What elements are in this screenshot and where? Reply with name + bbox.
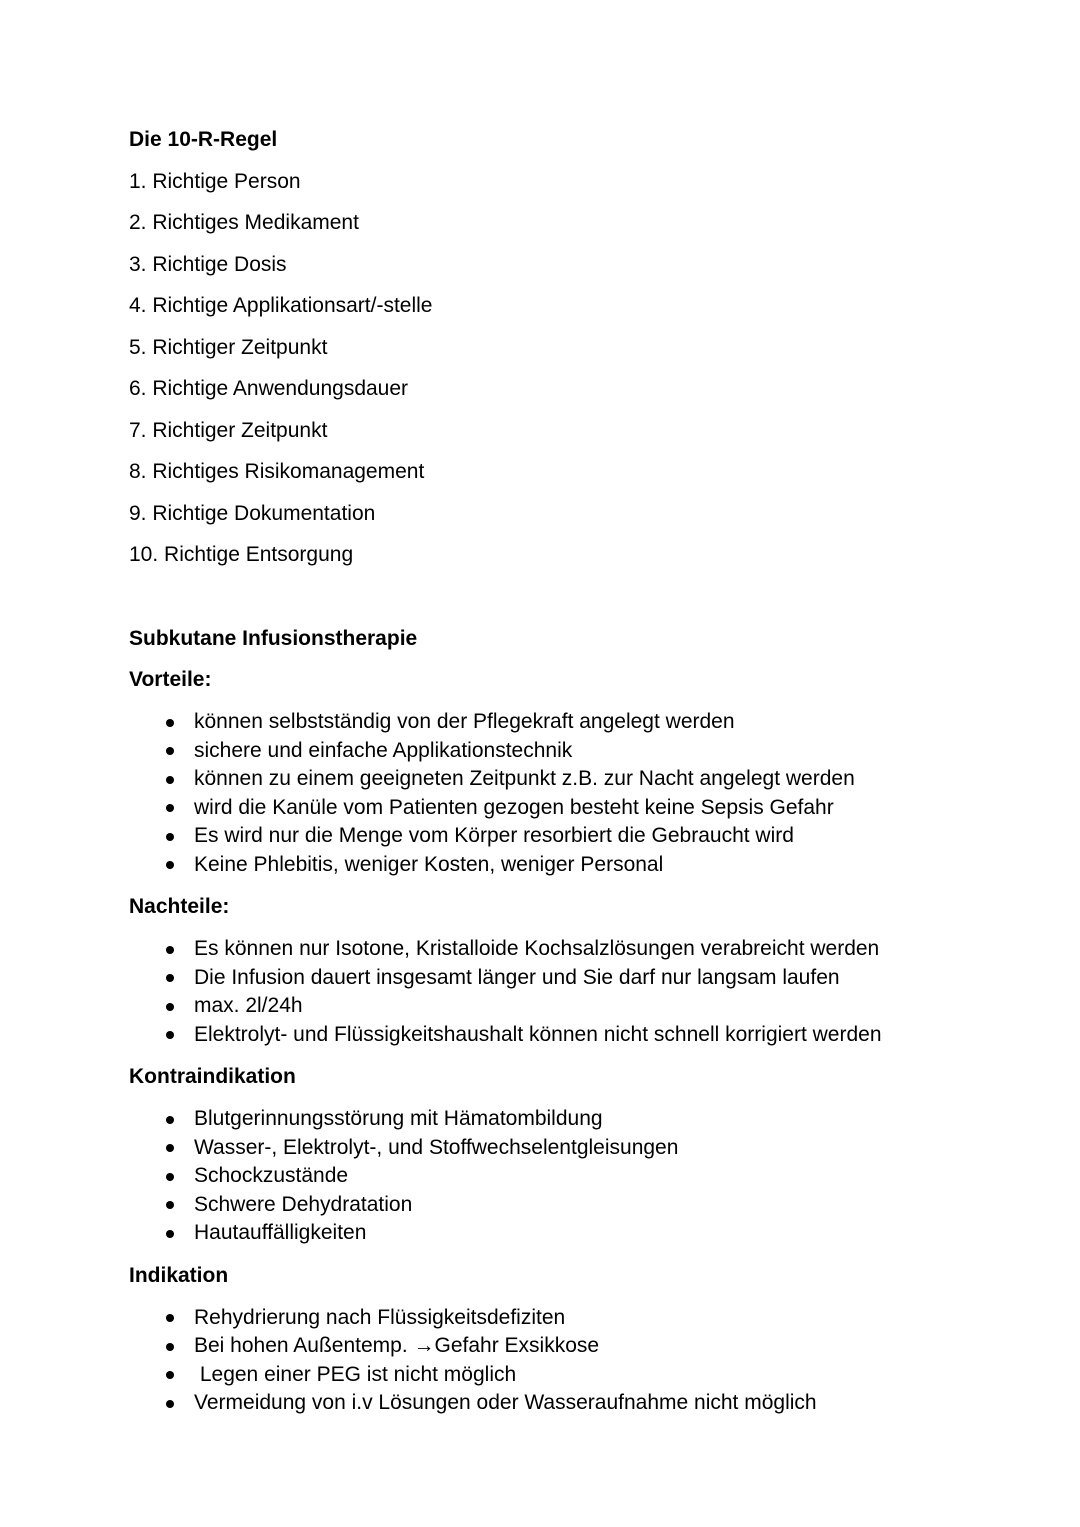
list-item-text: Keine Phlebitis, weniger Kosten, weniger Personal <box>194 852 664 876</box>
bullet-icon <box>166 1201 174 1209</box>
rule-item: 5. Richtiger Zeitpunkt <box>129 335 328 359</box>
bullet-icon <box>166 833 174 841</box>
list-item-text: max. 2l/24h <box>194 994 303 1017</box>
bullet-icon <box>166 1400 174 1408</box>
list-item <box>129 1219 1029 1248</box>
advantages-label: Vorteile: <box>129 668 212 691</box>
section-spacer <box>129 569 1029 625</box>
rule-item: 6. Richtige Anwendungsdauer <box>129 377 409 400</box>
list-item <box>129 1162 1029 1191</box>
bullet-icon <box>166 1371 174 1379</box>
list-item-text: können zu einem geeigneten Zeitpunkt z.B. zur Nacht angelegt werden <box>194 767 855 790</box>
list-item <box>129 935 1029 964</box>
bullet-icon <box>166 1116 174 1124</box>
indication-list <box>129 1304 1029 1418</box>
list-item <box>129 1361 1029 1390</box>
bullet-icon <box>166 1003 174 1011</box>
list-item <box>129 1191 1029 1220</box>
list-item-text: Hautauffälligkeiten <box>194 1221 367 1244</box>
list-item-text: wird die Kanüle vom Patienten gezogen besteht keine Sepsis Gefahr <box>194 795 834 819</box>
rule-item: 1. Richtige Person <box>129 169 301 193</box>
list-item-text: Legen einer PEG ist nicht möglich <box>194 1362 517 1386</box>
bullet-icon <box>166 1144 174 1152</box>
indication-label: Indikation <box>129 1263 229 1287</box>
rule-item: 3. Richtige Dosis <box>129 252 287 276</box>
bullet-icon <box>166 1230 174 1238</box>
rule-item: 8. Richtiges Risikomanagement <box>129 460 425 483</box>
list-item-text: Rehydrierung nach Flüssigkeitsdefiziten <box>194 1305 566 1329</box>
rule-item: 7. Richtiger Zeitpunkt <box>129 418 328 442</box>
list-item-text: Elektrolyt- und Flüssigkeitshaushalt können nicht schnell korrigiert werden <box>194 1022 882 1046</box>
list-item-text: Bei hohen Außentemp. →Gefahr Exsikkose <box>194 1334 600 1357</box>
list-item <box>129 964 1029 993</box>
rules-title: Die 10-R-Regel <box>129 128 278 151</box>
therapy-title: Subkutane Infusionstherapie <box>129 627 418 650</box>
list-item <box>129 794 1029 823</box>
list-item-text: Schockzustände <box>194 1164 349 1187</box>
list-item <box>129 822 1029 851</box>
disadvantages-list <box>129 935 1029 1049</box>
bullet-icon <box>166 1343 174 1351</box>
bullet-icon <box>166 946 174 954</box>
bullet-icon <box>166 1173 174 1181</box>
rule-item: 9. Richtige Dokumentation <box>129 501 376 525</box>
list-item <box>129 1105 1029 1134</box>
bullet-icon <box>166 974 174 982</box>
list-item <box>129 1304 1029 1333</box>
list-item <box>129 851 1029 880</box>
contraindication-list <box>129 1105 1029 1248</box>
contraindication-label: Kontraindikation <box>129 1065 296 1088</box>
bullet-icon <box>166 1314 174 1322</box>
list-item <box>129 708 1029 737</box>
list-item-text: können selbstständig von der Pflegekraft angelegt werden <box>194 710 735 733</box>
list-item-text: Schwere Dehydratation <box>194 1192 413 1216</box>
rule-item: 10. Richtige Entsorgung <box>129 543 354 566</box>
list-item-text: Blutgerinnungsstörung mit Hämatombildung <box>194 1107 603 1130</box>
document-content <box>129 126 1029 1418</box>
list-item <box>129 992 1029 1021</box>
list-item <box>129 1332 1029 1361</box>
list-item-text: Es können nur Isotone, Kristalloide Kochsalzlösungen verabreicht werden <box>194 937 880 960</box>
list-item-text: Vermeidung von i.v Lösungen oder Wasseraufnahme nicht möglich <box>194 1391 817 1414</box>
list-item <box>129 1389 1029 1418</box>
rule-item: 2. Richtiges Medikament <box>129 211 359 234</box>
list-item <box>129 765 1029 794</box>
disadvantages-label: Nachteile: <box>129 895 230 918</box>
list-item <box>129 737 1029 766</box>
list-item <box>129 1134 1029 1163</box>
bullet-icon <box>166 861 174 869</box>
bullet-icon <box>166 1031 174 1039</box>
rule-item: 4. Richtige Applikationsart/-stelle <box>129 294 433 317</box>
bullet-icon <box>166 719 174 727</box>
rules-list <box>129 168 1029 570</box>
advantages-list <box>129 708 1029 879</box>
list-item-text: sichere und einfache Applikationstechnik <box>194 738 573 762</box>
list-item-text: Es wird nur die Menge vom Körper resorbiert die Gebraucht wird <box>194 824 794 847</box>
bullet-icon <box>166 747 174 755</box>
list-item-text: Wasser-, Elektrolyt-, und Stoffwechselentgleisungen <box>194 1135 679 1159</box>
bullet-icon <box>166 804 174 812</box>
bullet-icon <box>166 776 174 784</box>
list-item-text: Die Infusion dauert insgesamt länger und Sie darf nur langsam laufen <box>194 965 840 989</box>
list-item <box>129 1021 1029 1050</box>
